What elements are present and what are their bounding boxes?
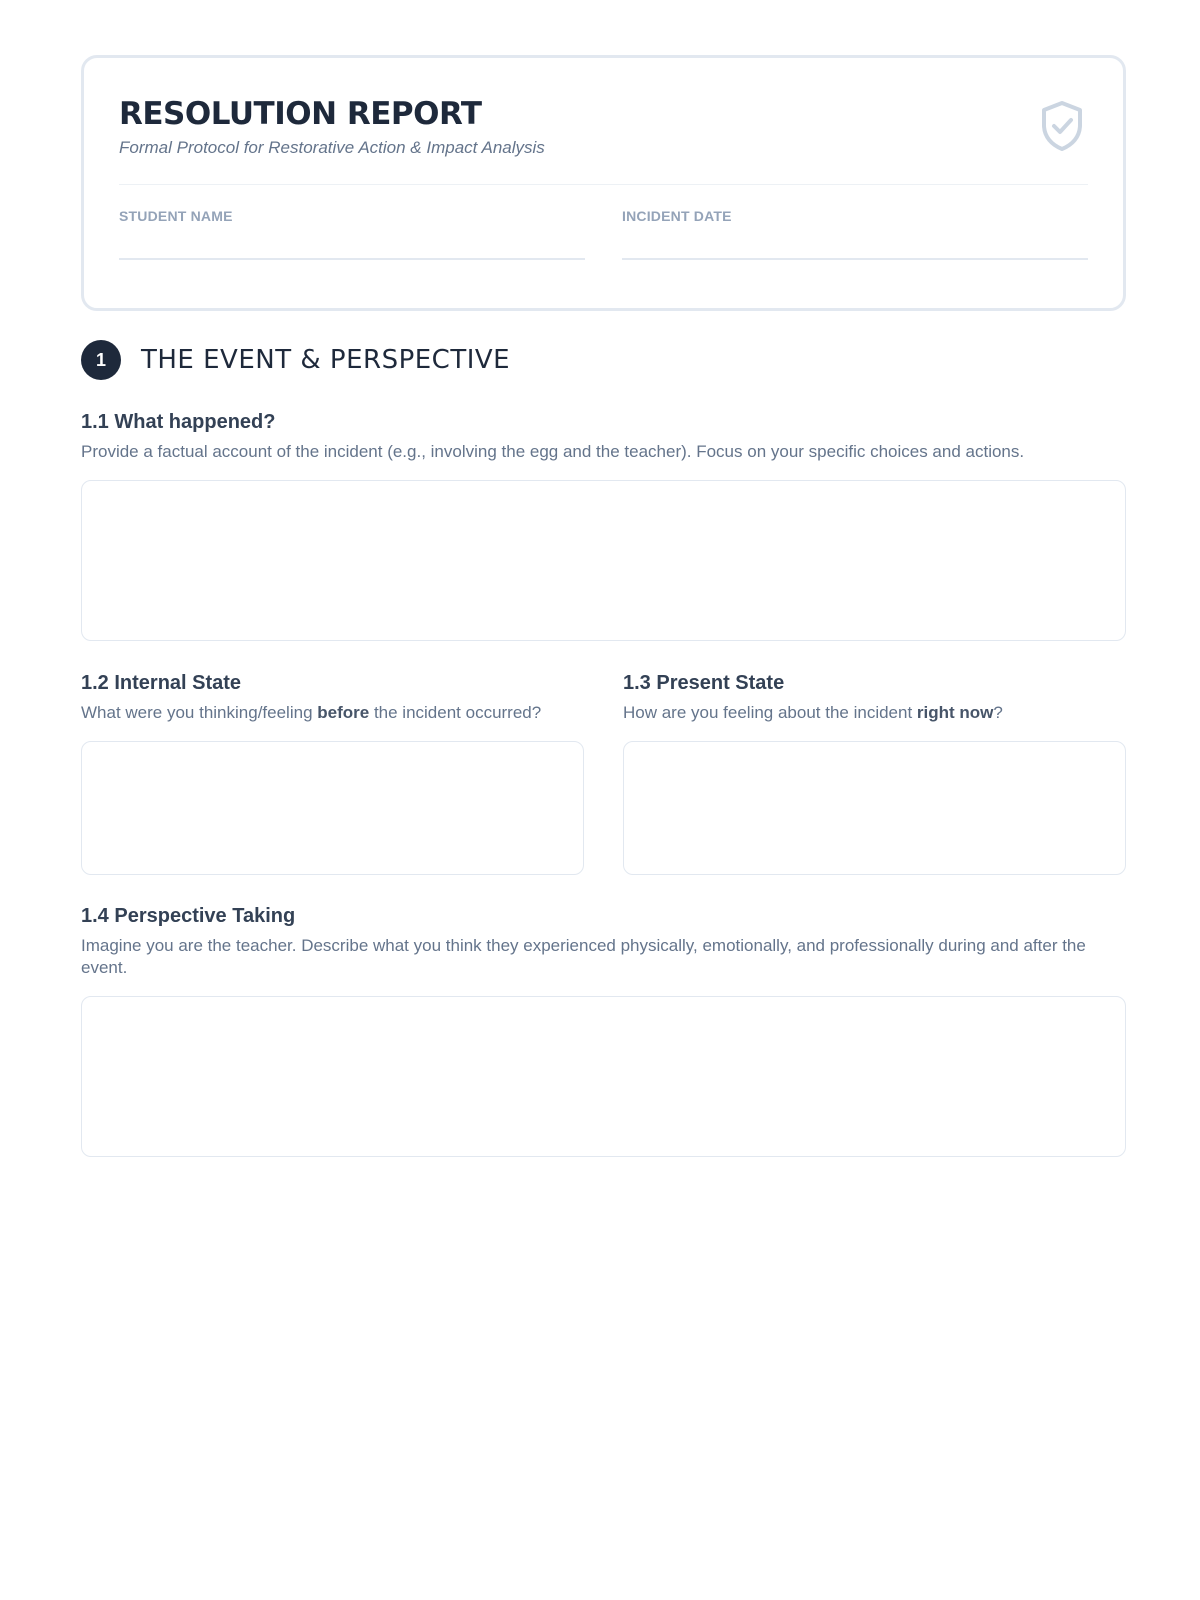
report-page [81,55,1126,1157]
question-1-2-desc-pre: What were you thinking/feeling [81,703,318,722]
report-title: RESOLUTION REPORT [119,96,482,132]
student-info-row [119,207,1088,260]
question-1-3-desc-pre: How are you feeling about the incident [623,703,917,722]
question-1-2-desc-emphasis: before [317,703,370,722]
question-1-3-title: 1.3 Present State [623,672,785,694]
question-1-3-desc-emphasis: right now [916,703,994,722]
shield-check-icon [1039,100,1085,152]
question-1-3-desc-post: ? [993,703,1003,722]
incident-date-field[interactable] [622,207,1088,260]
question-1-4-description: Imagine you are the teacher. Describe what you think they experienced physically, emotionally, and professionally during and after the event. [81,936,1086,977]
question-1-3-answer-box[interactable] [623,741,1126,875]
question-1-4 [81,904,1126,1157]
report-header-card [81,55,1126,311]
student-name-label: STUDENT NAME [119,208,233,224]
section-1-header [81,340,1126,380]
question-1-1-title: 1.1 What happened? [81,411,276,433]
question-1-2 [81,671,584,875]
question-1-1 [81,410,1126,641]
student-name-input-line[interactable] [119,258,585,260]
question-1-4-title: 1.4 Perspective Taking [81,905,296,927]
question-1-4-answer-box[interactable] [81,996,1126,1157]
question-1-2-desc-post: the incident occurred? [369,703,542,722]
question-1-2-title: 1.2 Internal State [81,672,242,694]
section-title: THE EVENT & PERSPECTIVE [141,345,511,375]
student-name-field[interactable] [119,207,585,260]
incident-date-label: INCIDENT DATE [622,208,732,224]
question-1-3-description [623,702,1126,724]
section-number-badge: 1 [81,340,121,380]
questions-1-2-1-3-row [81,671,1126,875]
report-subtitle: Formal Protocol for Restorative Action & Impact Analysis [119,138,545,157]
question-1-2-answer-box[interactable] [81,741,584,875]
question-1-2-description [81,702,584,724]
header-divider [119,184,1088,185]
question-1-1-description: Provide a factual account of the incident (e.g., involving the egg and the teacher). Focus on your specific choices and actions. [81,442,1025,461]
question-1-1-answer-box[interactable] [81,480,1126,641]
question-1-3 [623,671,1126,875]
incident-date-input-line[interactable] [622,258,1088,260]
